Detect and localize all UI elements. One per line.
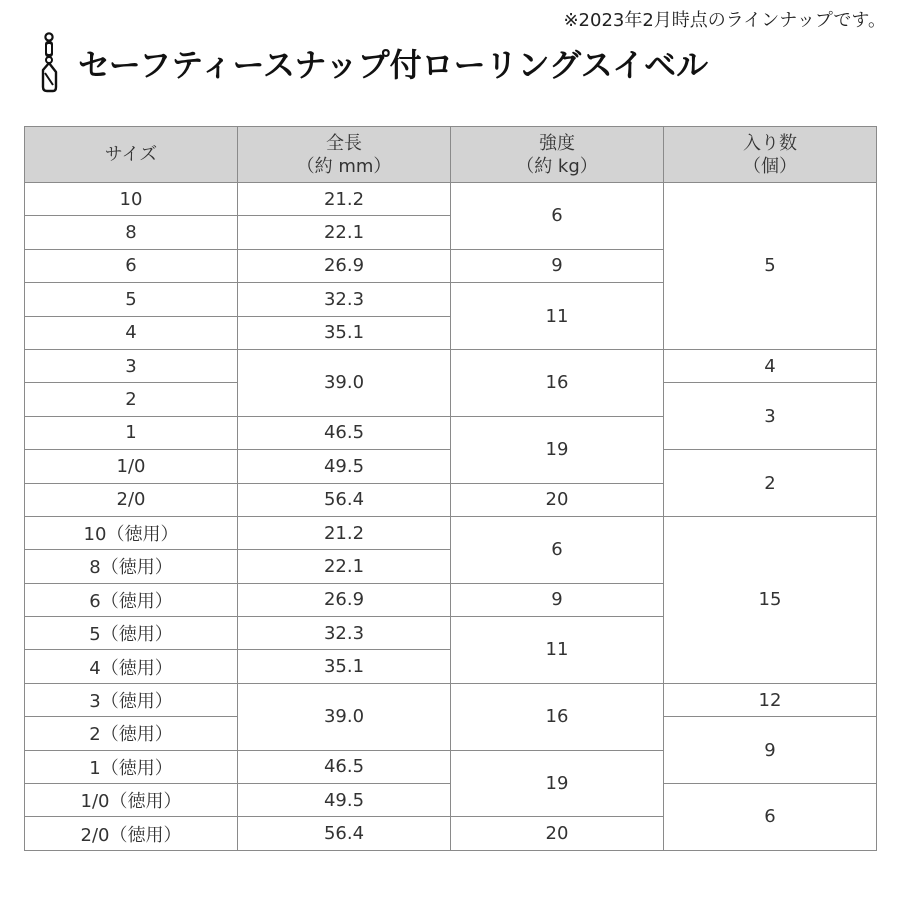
lineup-date-note: ※2023年2月時点のラインナップです。 (563, 10, 886, 31)
size-cell: 5 (25, 283, 238, 316)
strength-cell: 19 (451, 750, 664, 817)
length-cell: 35.1 (238, 316, 451, 349)
size-cell: 3 (25, 349, 238, 382)
strength-cell: 6 (451, 183, 664, 250)
size-cell: 2/0 (25, 483, 238, 516)
quantity-cell: 2 (664, 450, 877, 517)
length-cell: 22.1 (238, 550, 451, 583)
length-cell: 21.2 (238, 183, 451, 216)
length-cell: 21.2 (238, 516, 451, 549)
size-cell: 2（徳用） (25, 717, 238, 750)
length-cell: 22.1 (238, 216, 451, 249)
length-cell: 32.3 (238, 617, 451, 650)
page-title: セーフティースナップ付ローリングスイベル (78, 46, 709, 84)
strength-cell: 20 (451, 817, 664, 850)
quantity-cell: 12 (664, 683, 877, 716)
strength-cell: 6 (451, 516, 664, 583)
length-cell: 39.0 (238, 683, 451, 750)
size-cell: 3（徳用） (25, 683, 238, 716)
length-cell: 46.5 (238, 416, 451, 449)
size-cell: 6 (25, 249, 238, 282)
size-cell: 5（徳用） (25, 617, 238, 650)
snap-swivel-icon (36, 32, 62, 94)
table-row (25, 349, 877, 382)
table-row (25, 183, 877, 216)
quantity-cell: 15 (664, 516, 877, 683)
quantity-cell: 3 (664, 383, 877, 450)
length-cell: 32.3 (238, 283, 451, 316)
strength-cell: 11 (451, 283, 664, 350)
length-cell: 56.4 (238, 483, 451, 516)
length-cell: 39.0 (238, 349, 451, 416)
size-cell: 4（徳用） (25, 650, 238, 683)
size-cell: 2 (25, 383, 238, 416)
quantity-cell: 5 (664, 183, 877, 350)
header-row (25, 127, 877, 183)
header-size: サイズ (25, 127, 238, 183)
length-cell: 56.4 (238, 817, 451, 850)
quantity-cell: 4 (664, 349, 877, 382)
size-cell: 1（徳用） (25, 750, 238, 783)
size-cell: 1/0（徳用） (25, 784, 238, 817)
size-cell: 1 (25, 416, 238, 449)
length-cell: 49.5 (238, 450, 451, 483)
length-cell: 35.1 (238, 650, 451, 683)
strength-cell: 9 (451, 249, 664, 282)
quantity-cell: 6 (664, 784, 877, 851)
header-quantity: 入り数 （個） (664, 127, 877, 183)
strength-cell: 11 (451, 617, 664, 684)
header-length: 全長 （約 mm） (238, 127, 451, 183)
strength-cell: 16 (451, 683, 664, 750)
strength-cell: 20 (451, 483, 664, 516)
table-row (25, 516, 877, 549)
length-cell: 49.5 (238, 784, 451, 817)
header-strength: 強度 （約 kg） (451, 127, 664, 183)
size-cell: 10（徳用） (25, 516, 238, 549)
size-cell: 8（徳用） (25, 550, 238, 583)
length-cell: 26.9 (238, 249, 451, 282)
strength-cell: 9 (451, 583, 664, 616)
spec-table (24, 126, 877, 851)
strength-cell: 19 (451, 416, 664, 483)
title-row (36, 38, 708, 88)
size-cell: 4 (25, 316, 238, 349)
size-cell: 8 (25, 216, 238, 249)
strength-cell: 16 (451, 349, 664, 416)
size-cell: 10 (25, 183, 238, 216)
length-cell: 46.5 (238, 750, 451, 783)
quantity-cell: 9 (664, 717, 877, 784)
length-cell: 26.9 (238, 583, 451, 616)
size-cell: 2/0（徳用） (25, 817, 238, 850)
size-cell: 1/0 (25, 450, 238, 483)
table-row (25, 683, 877, 716)
size-cell: 6（徳用） (25, 583, 238, 616)
